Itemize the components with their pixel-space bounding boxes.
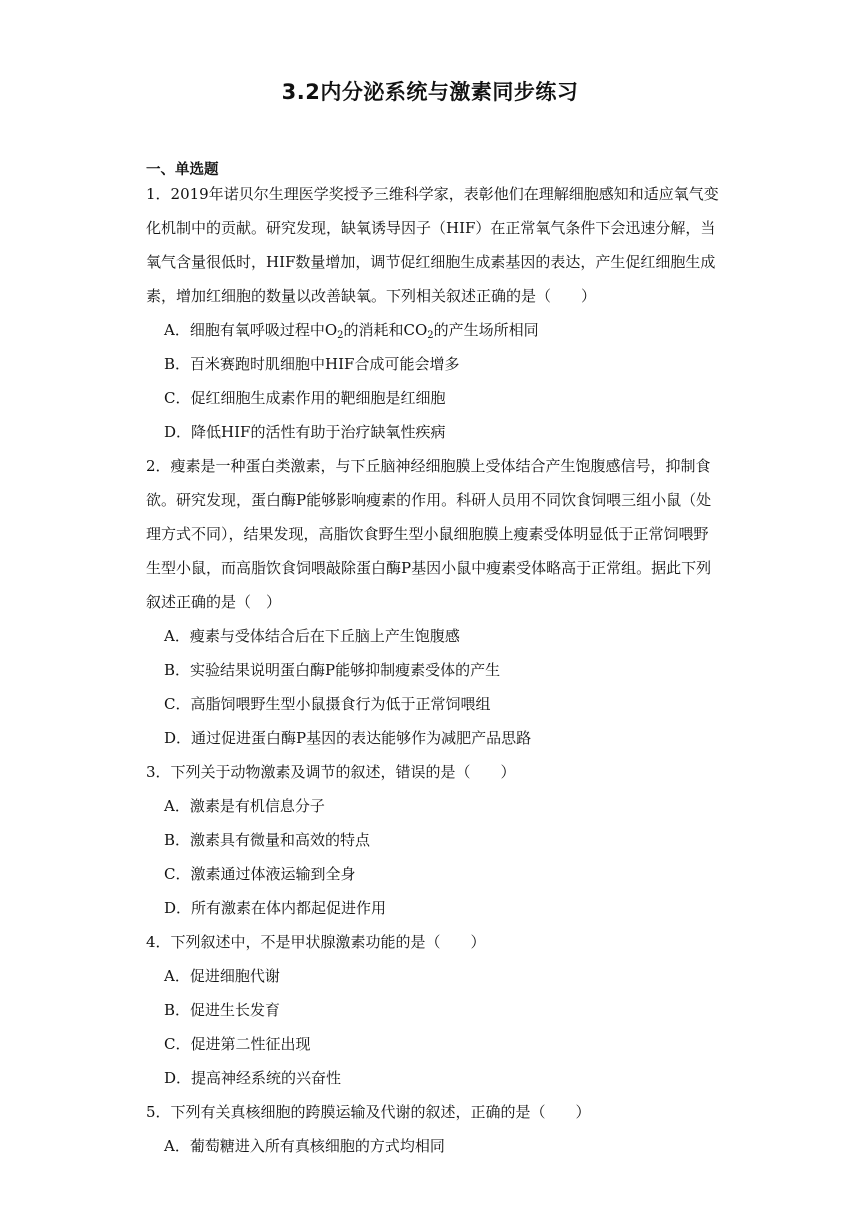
question-4-option-d: D．提高神经系统的兴奋性 bbox=[164, 1069, 342, 1087]
question-1-option-a: A．细胞有氧呼吸过程中$O_2$的消耗和$CO_2$的产生场所相同 bbox=[164, 321, 539, 341]
question-1-option-c: C．促红细胞生成素作用的靶细胞是红细胞 bbox=[164, 389, 446, 407]
question-2-stem-line: 欲。研究发现，蛋白酶P能够影响瘦素的作用。科研人员用不同饮食饲喂三组小鼠（处 bbox=[146, 491, 712, 509]
question-4-option-a: A．促进细胞代谢 bbox=[164, 967, 280, 985]
question-1-stem-line: 1．2019年诺贝尔生理医学奖授予三维科学家，表彰他们在理解细胞感知和适应氧气变 bbox=[146, 185, 719, 203]
question-4-option-b: B．促进生长发育 bbox=[164, 1001, 281, 1019]
question-3-option-d: D．所有激素在体内都起促进作用 bbox=[164, 899, 387, 917]
question-2-option-c: C．高脂饲喂野生型小鼠摄食行为低于正常饲喂组 bbox=[164, 695, 491, 713]
question-1-stem-line: 氧气含量很低时，HIF数量增加，调节促红细胞生成素基因的表达，产生促红细胞生成 bbox=[146, 253, 716, 271]
question-2-option-b: B．实验结果说明蛋白酶P能够抑制瘦素受体的产生 bbox=[164, 661, 501, 679]
page-title: 3.2内分泌系统与激素同步练习 bbox=[281, 80, 579, 104]
question-3-stem: 3．下列关于动物激素及调节的叙述，错误的是（ ） bbox=[146, 763, 516, 781]
question-1-stem-line: 化机制中的贡献。研究发现，缺氧诱导因子（HIF）在正常氧气条件下会迅速分解，当 bbox=[146, 219, 716, 237]
question-2-stem-line: 叙述正确的是（ ） bbox=[146, 593, 282, 611]
question-1-option-b: B．百米赛跑时肌细胞中HIF合成可能会增多 bbox=[164, 355, 460, 373]
question-1-stem-line: 素，增加红细胞的数量以改善缺氧。下列相关叙述正确的是（ ） bbox=[146, 287, 597, 305]
question-3-option-b: B．激素具有微量和高效的特点 bbox=[164, 831, 371, 849]
question-2-option-d: D．通过促进蛋白酶P基因的表达能够作为减肥产品思路 bbox=[164, 729, 532, 747]
question-4-stem: 4．下列叙述中，不是甲状腺激素功能的是（ ） bbox=[146, 933, 486, 951]
question-1-option-d: D．降低HIF的活性有助于治疗缺氧性疾病 bbox=[164, 423, 446, 441]
question-3-option-c: C．激素通过体液运输到全身 bbox=[164, 865, 356, 883]
question-2-option-a: A．瘦素与受体结合后在下丘脑上产生饱腹感 bbox=[164, 627, 460, 645]
question-2-stem-line: 理方式不同），结果发现，高脂饮食野生型小鼠细胞膜上瘦素受体明显低于正常饲喂野 bbox=[146, 525, 709, 543]
question-2-stem-line: 2．瘦素是一种蛋白类激素，与下丘脑神经细胞膜上受体结合产生饱腹感信号，抑制食 bbox=[146, 457, 711, 475]
question-2-stem-line: 生型小鼠，而高脂饮食饲喂敲除蛋白酶P基因小鼠中瘦素受体略高于正常组。据此下列 bbox=[146, 559, 712, 577]
question-4-option-c: C．促进第二性征出现 bbox=[164, 1035, 311, 1053]
section-heading: 一、单选题 bbox=[146, 162, 219, 178]
question-5-option-a: A．葡萄糖进入所有真核细胞的方式均相同 bbox=[164, 1137, 445, 1155]
question-5-stem: 5．下列有关真核细胞的跨膜运输及代谢的叙述，正确的是（ ） bbox=[146, 1103, 591, 1121]
question-3-option-a: A．激素是有机信息分子 bbox=[164, 797, 325, 815]
